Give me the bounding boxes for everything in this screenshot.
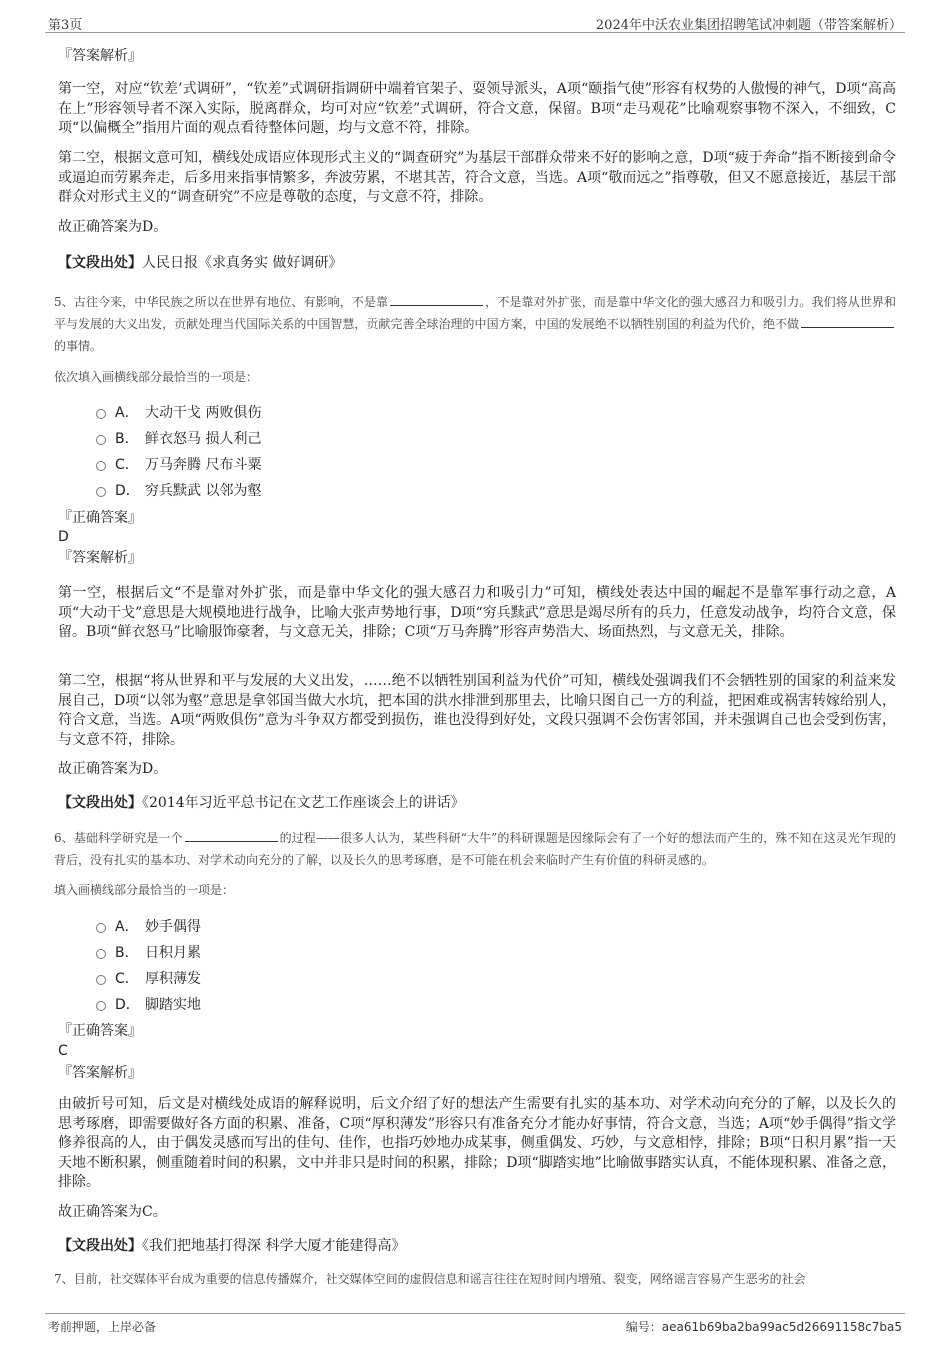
q5-option-b[interactable]: B． 鲜衣怒马 损人利己 [96,425,496,451]
source-tag: 【文段出处】 [58,1238,142,1254]
footer-slogan: 考前押题，上岸必备 [48,1320,157,1334]
page-header [45,12,905,33]
radio-icon[interactable] [96,487,106,497]
answer-blank [185,829,278,842]
q7-stem: 7、目前，社交媒体平台成为重要的信息传播媒介，社交媒体空间的虚假信息和谣言往往在短时间内增殖、裂变，网络谣言容易产生恶劣的社会 [54,1272,806,1286]
document-title: 2024年中沃农业集团招聘笔试冲刺题（带答案解析） [595,18,902,33]
page-footer [45,1313,905,1336]
document-code: 编号：aea61b69ba2ba99ac5d26691158c7ba5 [625,1320,902,1334]
radio-icon[interactable] [96,1001,106,1011]
q5-options [96,399,496,503]
q4-analysis-p1: 第一空，对应“钦差’式调研”，“钦差”式调研指调研中端着官架子、耍领导派头，A项“颐指气使”形容有权势的人傲慢的神气，D项“高高在上”形容领导者不深入实际，脱离群众，均可对应“钦差”式调研，符合文意，保留。B项“走马观花”比喻观察事物不深入，不细致，C项“以偏概全”指用片面的观点看待整体问题，均与文意不符，排除。 [58,81,896,136]
q5-analysis-p2: 第二空，根据“将从世界和平与发展的大义出发，……绝不以牺牲别国利益为代价”可知，横线处强调我们不会牺牲别的国家的利益来发展自己，D项“以邻为壑”意思是拿邻国当做大水坑，把本国的洪水排泄到那里去，比喻只图自己一方的利益，把困难或祸害转嫁给别人，符合文意，当选。A项“两败俱伤”意为斗争双方都受到损伤，谁也没得到好处，文段只强调不会伤害邻国，并未强调自己也会受到伤害，与文意不符，排除。 [58,673,896,748]
radio-icon[interactable] [96,461,106,471]
q6-analysis-tag: 『答案解析』 [58,1065,142,1081]
q5-analysis-p1: 第一空，根据后文“不是靠对外扩张，而是靠中华文化的强大感召力和吸引力”可知，横线处表达中国的崛起不是靠军事行动之意，A项“大动干戈”意思是大规模地进行战争，比喻大张声势地行事，D项“穷兵黩武”意思是竭尽所有的兵力，任意发动战争，均符合文意，保留。B项“鲜衣怒马”比喻服饰豪奢，与文意无关，排除；C项“万马奔腾”形容声势浩大、场面热烈，与文意无关，排除。 [58,585,896,640]
radio-icon[interactable] [96,975,106,985]
radio-icon[interactable] [96,435,106,445]
source-tag: 【文段出处】 [58,255,142,271]
q5-option-c[interactable]: C． 万马奔腾 尺布斗粟 [96,451,496,477]
q4-source [58,253,896,273]
answer-blank [390,293,483,306]
q6-analysis-p1: 由破折号可知，后文是对横线处成语的解释说明，后文介绍了好的想法产生需要有扎实的基本功、对学术动向充分的了解，以及长久的思考琢磨，即需要做好各方面的积累、准备，C项“厚积薄发”形容只有准备充分才能办好事情，符合文意，当选；A项“妙手偶得”指文学修养很高的人，由于偶发灵感而写出的佳句、佳作，也指巧妙地办成某事，侧重偶发、巧妙，与文意相悖，排除；B项“日积月累”指一天天地不断积累，侧重随着时间的积累，文中并非只是时间的积累，排除；D项“脚踏实地”比喻做事踏实认真，不能体现积累、准备之意，排除。 [58,1096,896,1190]
radio-icon[interactable] [96,923,106,933]
q6-option-a[interactable]: A． 妙手偶得 [96,913,496,939]
q5-correct-answer: D [58,529,69,545]
q6-option-c[interactable]: C． 厚积薄发 [96,965,496,991]
source-text: 《我们把地基打得深 科学大厦才能建得高》 [142,1238,406,1254]
q5-correct-tag: 『正确答案』 [58,510,142,526]
q5-option-d[interactable]: D． 穷兵黩武 以邻为壑 [96,477,496,503]
q6-prompt: 填入画横线部分最恰当的一项是： [54,883,235,897]
radio-icon[interactable] [96,409,106,419]
source-tag: 【文段出处】 [58,795,142,811]
q6-options [96,913,496,1017]
q5-conclusion: 故正确答案为D。 [58,761,168,777]
q5-analysis-tag: 『答案解析』 [58,550,142,566]
q4-conclusion: 故正确答案为D。 [58,219,168,235]
q5-option-a[interactable]: A． 大动干戈 两败俱伤 [96,399,496,425]
q6-correct-answer: C [58,1043,68,1059]
q6-option-d[interactable]: D． 脚踏实地 [96,991,496,1017]
q5-prompt: 依次填入画横线部分最恰当的一项是： [54,370,259,384]
source-text: 《2014年习近平总书记在文艺工作座谈会上的讲话》 [142,795,465,811]
q4-analysis-tag: 『答案解析』 [58,48,142,64]
answer-blank [801,315,894,328]
q6-option-b[interactable]: B． 日积月累 [96,939,496,965]
q6-stem: 6、基础科学研究是一个 的过程——很多人认为，某些科研“大牛”的科研课题是因缘际会有了一个好的想法而产生的，殊不知在这灵光乍现的背后，没有扎实的基本功、对学术动向充分的了解，以及长久的思考琢磨，是不可能在机会来临时产生有价值的科研灵感的。 [54,831,896,867]
q6-conclusion: 故正确答案为C。 [58,1204,167,1220]
q5-source [58,793,896,813]
q4-analysis-p2: 第二空，根据文意可知，横线处成语应体现形式主义的“调查研究”为基层干部群众带来不好的影响之意，D项“疲于奔命”指不断接到命令或逼迫而劳累奔走，后多用来指事情繁多，奔波劳累，不堪其苦，符合文意，当选。A项“敬而远之”指尊敬，但又不愿意接近，基层干部群众对形式主义的“调查研究”不应是尊敬的态度，与文意不符，排除。 [58,150,896,205]
q6-source [58,1236,896,1256]
radio-icon[interactable] [96,949,106,959]
q6-correct-tag: 『正确答案』 [58,1023,142,1039]
source-text: 人民日报《求真务实 做好调研》 [142,255,343,271]
page-number: 第3页 [48,18,83,33]
q5-stem: 5、古往今来，中华民族之所以在世界有地位、有影响，不是靠 ，不是靠对外扩张，而是靠中华文化的强大感召力和吸引力。我们将从世界和平与发展的大义出发，贡献处理当代国际关系的中国智慧，贡献完善全球治理的中国方案，中国的发展绝不以牺牲别国的利益为代价，绝不做的事情。 [54,295,896,353]
